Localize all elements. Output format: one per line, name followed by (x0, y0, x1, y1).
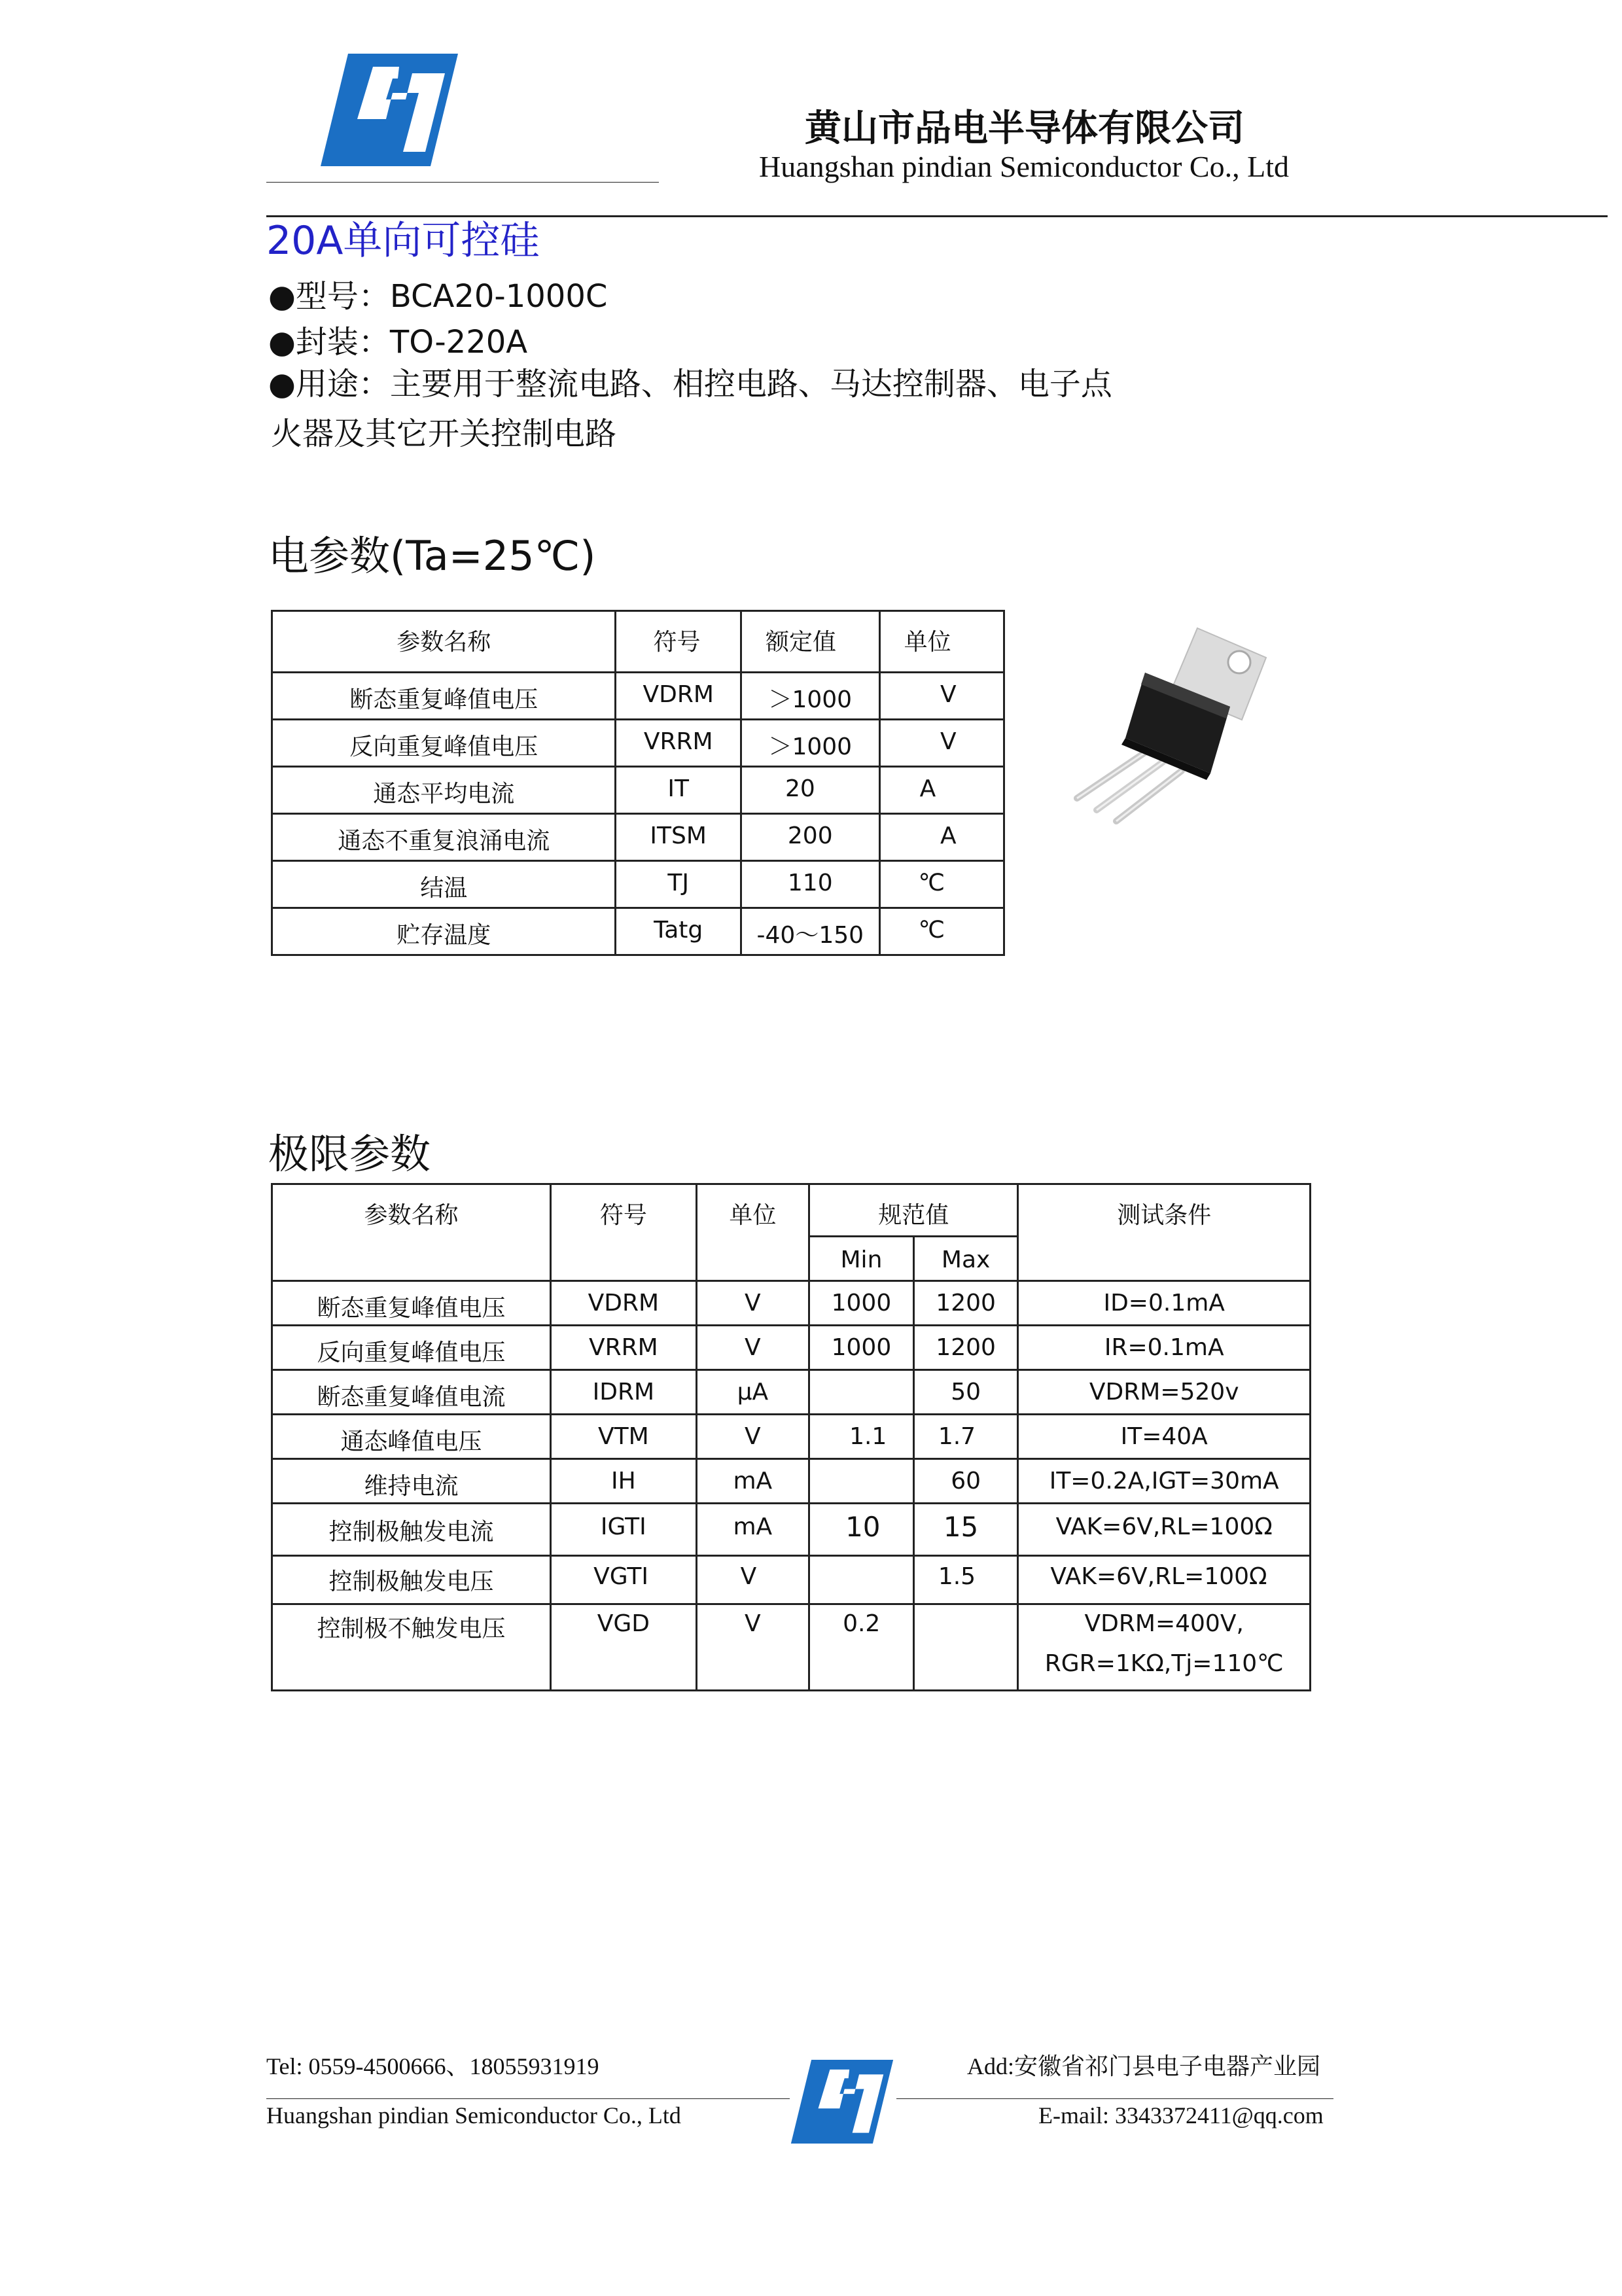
usage-line-1: ●用途：主要用于整流电路、相控电路、马达控制器、电子点 (268, 366, 1112, 402)
test-condition: VDRM=520v (1089, 1379, 1239, 1405)
unit: V (745, 1334, 761, 1361)
electrical-header-row (272, 611, 1004, 673)
test-condition: IT=40A (1120, 1423, 1208, 1450)
product-title: 20A单向可控硅 (266, 218, 540, 264)
max-value: 1.5 (938, 1563, 976, 1590)
table-row (272, 1281, 1311, 1326)
model-label: ●型号： (268, 278, 390, 315)
unit: V (940, 681, 957, 708)
col-header: 额定值 (765, 629, 836, 656)
rating: ＞1000 (768, 686, 853, 713)
symbol: TJ (667, 870, 689, 896)
max-value: 50 (951, 1379, 981, 1405)
package-value: TO-220A (389, 324, 528, 361)
col-header: 单位 (729, 1202, 777, 1229)
col-header: 符号 (653, 629, 701, 656)
table-row (272, 861, 1004, 908)
symbol: VRRM (643, 728, 713, 755)
rating: 200 (787, 822, 833, 849)
to220-package-image (1067, 622, 1289, 838)
param-name: 反向重复峰值电压 (317, 1339, 506, 1366)
min-value: 0.2 (843, 1610, 881, 1637)
rating: ＞1000 (768, 733, 853, 760)
footer-rule-left (266, 2098, 790, 2099)
unit: μA (737, 1379, 769, 1405)
unit: V (940, 728, 957, 755)
electrical-heading: 电参数(Ta=25℃) (268, 532, 596, 580)
test-condition: IR=0.1mA (1104, 1334, 1224, 1361)
table-row (272, 1370, 1311, 1415)
table-row (272, 1604, 1311, 1691)
unit: V (745, 1423, 761, 1450)
company-name-en: Huangshan pindian Semiconductor Co., Ltd (759, 150, 1289, 183)
min-value: 1000 (831, 1290, 892, 1316)
min-value: 10 (845, 1511, 881, 1543)
col-header: 规范值 (878, 1202, 949, 1229)
limits-table (271, 1183, 1311, 1691)
unit: V (740, 1563, 757, 1590)
model-line (268, 271, 607, 316)
param-name: 控制极不触发电压 (317, 1616, 506, 1642)
param-name: 断态重复峰值电压 (349, 686, 538, 713)
param-name: 断态重复峰值电压 (317, 1295, 506, 1322)
table-row (272, 1504, 1311, 1556)
symbol: ITSM (650, 822, 707, 849)
max-value: 15 (943, 1511, 979, 1543)
symbol: VTM (598, 1423, 649, 1450)
usage-line-2: 火器及其它开关控制电路 (271, 415, 617, 452)
electrical-table (271, 610, 1005, 956)
unit: ℃ (918, 917, 945, 944)
max-value (915, 1605, 1017, 1610)
param-name: 通态平均电流 (373, 781, 515, 807)
header-left-rule (266, 182, 659, 183)
min-value (810, 1557, 913, 1563)
symbol: VRRM (588, 1334, 658, 1361)
max-value: 60 (951, 1468, 981, 1494)
package-label: ●封装： (268, 324, 390, 361)
col-subheader-max: Max (941, 1246, 991, 1273)
col-subheader-min: Min (840, 1246, 883, 1273)
min-value (810, 1460, 913, 1468)
symbol: VGD (597, 1610, 650, 1637)
footer-email: E-mail: 3343372411@qq.com (1038, 2102, 1324, 2128)
table-row (272, 767, 1004, 814)
col-header: 测试条件 (1117, 1202, 1212, 1229)
footer-rule-right (896, 2098, 1333, 2099)
param-name: 通态峰值电压 (340, 1428, 482, 1455)
unit: A (940, 822, 957, 849)
rating: 110 (787, 870, 833, 896)
table-row (272, 814, 1004, 861)
unit: A (919, 775, 936, 802)
test-condition-line2: RGR=1KΩ,Tj=110℃ (1044, 1650, 1284, 1677)
limits-header-row (272, 1184, 1311, 1237)
limits-heading: 极限参数 (268, 1130, 431, 1178)
col-header: 单位 (904, 629, 951, 656)
company-logo (321, 54, 458, 166)
min-value: 1.1 (849, 1423, 887, 1450)
param-name: 贮存温度 (397, 922, 491, 949)
param-name: 控制极触发电压 (328, 1568, 494, 1595)
table-row (272, 1556, 1311, 1604)
max-value: 1.7 (938, 1423, 976, 1450)
package-line (268, 317, 527, 362)
footer-address: Add:安徽省祁门县电子电器产业园 (967, 2053, 1321, 2079)
footer-tel: Tel: 0559-4500666、18055931919 (266, 2053, 599, 2079)
unit: ℃ (918, 870, 945, 896)
col-header: 符号 (599, 1202, 647, 1229)
min-value (810, 1371, 913, 1379)
table-row (272, 1415, 1311, 1459)
symbol: IT (667, 775, 689, 802)
symbol: VDRM (588, 1290, 660, 1316)
symbol: Tatg (654, 917, 703, 944)
col-header: 参数名称 (364, 1202, 459, 1229)
symbol: VGTI (593, 1563, 648, 1590)
param-name: 断态重复峰值电流 (317, 1384, 506, 1411)
unit: mA (733, 1468, 773, 1494)
param-name: 控制极触发电流 (328, 1519, 494, 1545)
test-condition: VDRM=400V, (1084, 1610, 1244, 1637)
test-condition: VAK=6V,RL=100Ω (1050, 1563, 1267, 1590)
min-value: 1000 (831, 1334, 892, 1361)
table-row (272, 1326, 1311, 1370)
max-value: 1200 (936, 1334, 996, 1361)
rating: -40～150 (756, 922, 864, 949)
footer-logo (790, 2060, 894, 2144)
rating: 20 (785, 775, 815, 802)
param-name: 反向重复峰值电压 (349, 733, 538, 760)
param-name: 结温 (420, 875, 468, 902)
param-name: 维持电流 (364, 1473, 459, 1500)
symbol: IDRM (592, 1379, 655, 1405)
table-row (272, 1459, 1311, 1504)
model-value: BCA20-1000C (389, 278, 608, 315)
test-condition: ID=0.1mA (1103, 1290, 1225, 1316)
unit: V (745, 1610, 761, 1637)
symbol: IH (611, 1468, 636, 1494)
col-header: 参数名称 (397, 629, 491, 656)
max-value: 1200 (936, 1290, 996, 1316)
table-row (272, 908, 1004, 955)
footer-company-en: Huangshan pindian Semiconductor Co., Ltd (266, 2102, 681, 2128)
test-condition: IT=0.2A,IGT=30mA (1049, 1468, 1279, 1494)
unit: V (745, 1290, 761, 1316)
table-row (272, 673, 1004, 720)
symbol: VDRM (643, 681, 714, 708)
unit: mA (733, 1513, 773, 1540)
company-name-cn: 黄山市品电半导体有限公司 (805, 107, 1244, 150)
param-name: 通态不重复浪涌电流 (338, 828, 550, 855)
symbol: IGTI (600, 1513, 646, 1540)
test-condition: VAK=6V,RL=100Ω (1055, 1513, 1273, 1540)
table-row (272, 720, 1004, 767)
